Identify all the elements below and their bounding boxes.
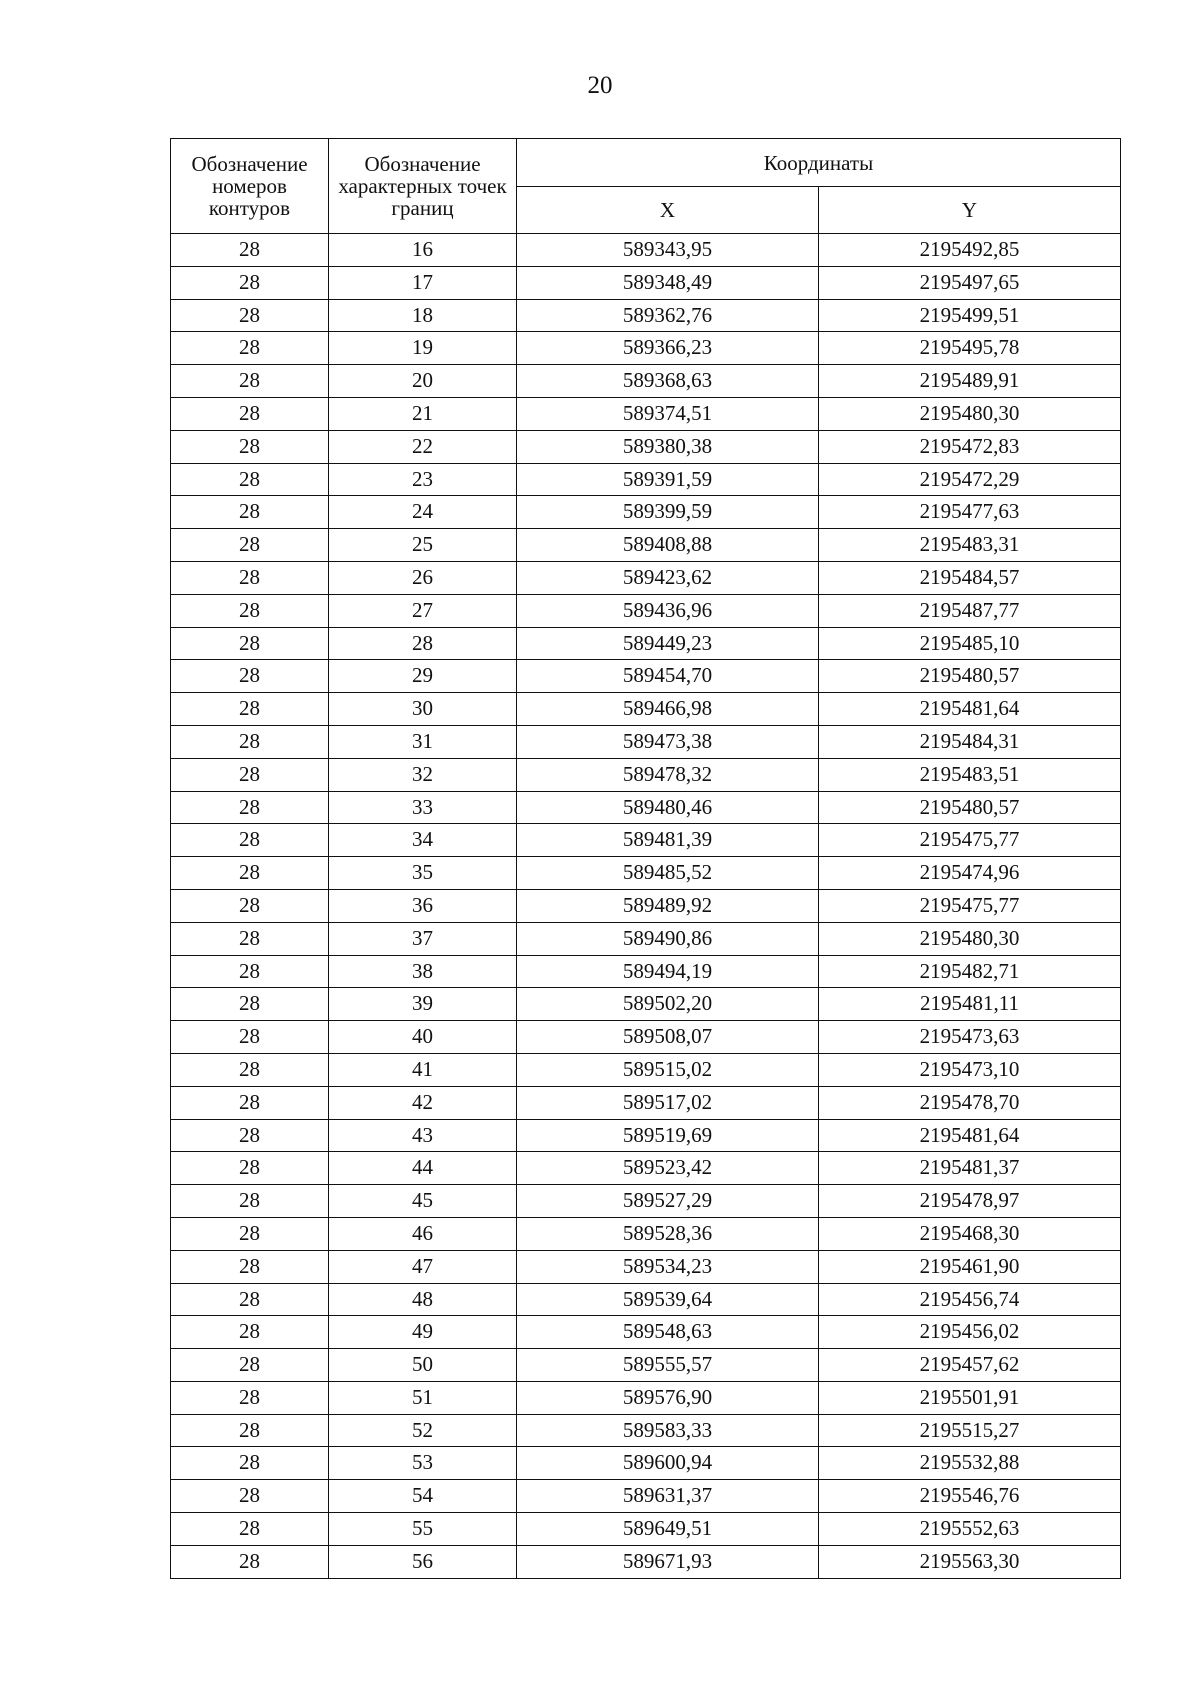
contour-number-cell: 28 bbox=[171, 496, 329, 529]
point-number-cell: 32 bbox=[329, 758, 517, 791]
table-row bbox=[171, 529, 1121, 562]
contour-number-cell: 28 bbox=[171, 1283, 329, 1316]
contour-number-cell: 28 bbox=[171, 725, 329, 758]
x-coordinate-cell: 589515,02 bbox=[517, 1053, 819, 1086]
contour-number-cell: 28 bbox=[171, 857, 329, 890]
y-coordinate-cell: 2195456,74 bbox=[819, 1283, 1121, 1316]
coordinates-table bbox=[170, 138, 1121, 1579]
contour-number-cell: 28 bbox=[171, 889, 329, 922]
y-coordinate-cell: 2195475,77 bbox=[819, 889, 1121, 922]
point-number-cell: 25 bbox=[329, 529, 517, 562]
point-number-cell: 18 bbox=[329, 299, 517, 332]
y-coordinate-cell: 2195473,63 bbox=[819, 1021, 1121, 1054]
contour-number-cell: 28 bbox=[171, 594, 329, 627]
contour-number-cell: 28 bbox=[171, 955, 329, 988]
x-coordinate-cell: 589423,62 bbox=[517, 561, 819, 594]
y-coordinate-cell: 2195481,64 bbox=[819, 1119, 1121, 1152]
contour-number-cell: 28 bbox=[171, 1119, 329, 1152]
table-row bbox=[171, 496, 1121, 529]
contour-number-cell: 28 bbox=[171, 430, 329, 463]
contour-number-cell: 28 bbox=[171, 561, 329, 594]
x-coordinate-cell: 589449,23 bbox=[517, 627, 819, 660]
point-number-cell: 27 bbox=[329, 594, 517, 627]
y-coordinate-cell: 2195546,76 bbox=[819, 1480, 1121, 1513]
y-coordinate-cell: 2195481,64 bbox=[819, 693, 1121, 726]
y-coordinate-cell: 2195473,10 bbox=[819, 1053, 1121, 1086]
x-coordinate-cell: 589517,02 bbox=[517, 1086, 819, 1119]
point-number-cell: 26 bbox=[329, 561, 517, 594]
contour-number-cell: 28 bbox=[171, 1414, 329, 1447]
x-coordinate-cell: 589368,63 bbox=[517, 365, 819, 398]
contour-number-cell: 28 bbox=[171, 791, 329, 824]
point-number-cell: 51 bbox=[329, 1381, 517, 1414]
contour-number-cell: 28 bbox=[171, 824, 329, 857]
y-coordinate-cell: 2195484,31 bbox=[819, 725, 1121, 758]
table-row bbox=[171, 922, 1121, 955]
contour-number-cell: 28 bbox=[171, 365, 329, 398]
y-coordinate-cell: 2195480,30 bbox=[819, 922, 1121, 955]
table-row bbox=[171, 627, 1121, 660]
x-coordinate-cell: 589519,69 bbox=[517, 1119, 819, 1152]
point-number-cell: 56 bbox=[329, 1545, 517, 1578]
contour-number-cell: 28 bbox=[171, 1053, 329, 1086]
x-coordinate-cell: 589362,76 bbox=[517, 299, 819, 332]
y-coordinate-cell: 2195461,90 bbox=[819, 1250, 1121, 1283]
table-row bbox=[171, 1447, 1121, 1480]
point-number-cell: 36 bbox=[329, 889, 517, 922]
table-row bbox=[171, 1119, 1121, 1152]
x-coordinate-cell: 589539,64 bbox=[517, 1283, 819, 1316]
x-coordinate-cell: 589583,33 bbox=[517, 1414, 819, 1447]
x-coordinate-cell: 589508,07 bbox=[517, 1021, 819, 1054]
x-coordinate-cell: 589374,51 bbox=[517, 397, 819, 430]
table-header bbox=[171, 139, 1121, 234]
table-row bbox=[171, 594, 1121, 627]
x-coordinate-cell: 589649,51 bbox=[517, 1513, 819, 1546]
table-row bbox=[171, 1152, 1121, 1185]
x-coordinate-cell: 589480,46 bbox=[517, 791, 819, 824]
x-coordinate-cell: 589399,59 bbox=[517, 496, 819, 529]
x-coordinate-cell: 589436,96 bbox=[517, 594, 819, 627]
contour-number-cell: 28 bbox=[171, 1381, 329, 1414]
header-contour-numbers: Обозначение номеров контуров bbox=[171, 139, 329, 234]
x-coordinate-cell: 589478,32 bbox=[517, 758, 819, 791]
x-coordinate-cell: 589391,59 bbox=[517, 463, 819, 496]
table-row bbox=[171, 1021, 1121, 1054]
point-number-cell: 47 bbox=[329, 1250, 517, 1283]
point-number-cell: 44 bbox=[329, 1152, 517, 1185]
table-row bbox=[171, 693, 1121, 726]
contour-number-cell: 28 bbox=[171, 1480, 329, 1513]
x-coordinate-cell: 589481,39 bbox=[517, 824, 819, 857]
contour-number-cell: 28 bbox=[171, 627, 329, 660]
contour-number-cell: 28 bbox=[171, 1447, 329, 1480]
y-coordinate-cell: 2195532,88 bbox=[819, 1447, 1121, 1480]
y-coordinate-cell: 2195492,85 bbox=[819, 234, 1121, 267]
point-number-cell: 17 bbox=[329, 266, 517, 299]
x-coordinate-cell: 589600,94 bbox=[517, 1447, 819, 1480]
y-coordinate-cell: 2195456,02 bbox=[819, 1316, 1121, 1349]
contour-number-cell: 28 bbox=[171, 1021, 329, 1054]
y-coordinate-cell: 2195563,30 bbox=[819, 1545, 1121, 1578]
point-number-cell: 20 bbox=[329, 365, 517, 398]
y-coordinate-cell: 2195497,65 bbox=[819, 266, 1121, 299]
point-number-cell: 41 bbox=[329, 1053, 517, 1086]
point-number-cell: 42 bbox=[329, 1086, 517, 1119]
contour-number-cell: 28 bbox=[171, 1349, 329, 1382]
point-number-cell: 21 bbox=[329, 397, 517, 430]
header-coordinates: Координаты bbox=[517, 139, 1121, 187]
y-coordinate-cell: 2195480,30 bbox=[819, 397, 1121, 430]
y-coordinate-cell: 2195485,10 bbox=[819, 627, 1121, 660]
point-number-cell: 19 bbox=[329, 332, 517, 365]
table-row bbox=[171, 758, 1121, 791]
point-number-cell: 33 bbox=[329, 791, 517, 824]
header-y: Y bbox=[819, 187, 1121, 234]
contour-number-cell: 28 bbox=[171, 1316, 329, 1349]
table-row bbox=[171, 1349, 1121, 1382]
table-row bbox=[171, 791, 1121, 824]
point-number-cell: 22 bbox=[329, 430, 517, 463]
y-coordinate-cell: 2195475,77 bbox=[819, 824, 1121, 857]
x-coordinate-cell: 589454,70 bbox=[517, 660, 819, 693]
y-coordinate-cell: 2195489,91 bbox=[819, 365, 1121, 398]
contour-number-cell: 28 bbox=[171, 332, 329, 365]
contour-number-cell: 28 bbox=[171, 758, 329, 791]
y-coordinate-cell: 2195483,31 bbox=[819, 529, 1121, 562]
x-coordinate-cell: 589366,23 bbox=[517, 332, 819, 365]
table-row bbox=[171, 299, 1121, 332]
y-coordinate-cell: 2195487,77 bbox=[819, 594, 1121, 627]
point-number-cell: 31 bbox=[329, 725, 517, 758]
table-row bbox=[171, 1217, 1121, 1250]
y-coordinate-cell: 2195474,96 bbox=[819, 857, 1121, 890]
table-row bbox=[171, 1185, 1121, 1218]
point-number-cell: 49 bbox=[329, 1316, 517, 1349]
x-coordinate-cell: 589494,19 bbox=[517, 955, 819, 988]
y-coordinate-cell: 2195481,37 bbox=[819, 1152, 1121, 1185]
contour-number-cell: 28 bbox=[171, 1545, 329, 1578]
point-number-cell: 16 bbox=[329, 234, 517, 267]
y-coordinate-cell: 2195482,71 bbox=[819, 955, 1121, 988]
point-number-cell: 24 bbox=[329, 496, 517, 529]
table-row bbox=[171, 1513, 1121, 1546]
table-row bbox=[171, 365, 1121, 398]
contour-number-cell: 28 bbox=[171, 1513, 329, 1546]
y-coordinate-cell: 2195480,57 bbox=[819, 660, 1121, 693]
table-row bbox=[171, 889, 1121, 922]
x-coordinate-cell: 589485,52 bbox=[517, 857, 819, 890]
point-number-cell: 29 bbox=[329, 660, 517, 693]
point-number-cell: 55 bbox=[329, 1513, 517, 1546]
contour-number-cell: 28 bbox=[171, 397, 329, 430]
table-row bbox=[171, 266, 1121, 299]
point-number-cell: 35 bbox=[329, 857, 517, 890]
header-boundary-points: Обозначение характерных точек границ bbox=[329, 139, 517, 234]
x-coordinate-cell: 589473,38 bbox=[517, 725, 819, 758]
y-coordinate-cell: 2195495,78 bbox=[819, 332, 1121, 365]
x-coordinate-cell: 589576,90 bbox=[517, 1381, 819, 1414]
table-row bbox=[171, 430, 1121, 463]
point-number-cell: 50 bbox=[329, 1349, 517, 1382]
table-row bbox=[171, 561, 1121, 594]
contour-number-cell: 28 bbox=[171, 529, 329, 562]
x-coordinate-cell: 589502,20 bbox=[517, 988, 819, 1021]
y-coordinate-cell: 2195480,57 bbox=[819, 791, 1121, 824]
x-coordinate-cell: 589671,93 bbox=[517, 1545, 819, 1578]
y-coordinate-cell: 2195472,29 bbox=[819, 463, 1121, 496]
y-coordinate-cell: 2195478,97 bbox=[819, 1185, 1121, 1218]
contour-number-cell: 28 bbox=[171, 234, 329, 267]
table-row bbox=[171, 463, 1121, 496]
x-coordinate-cell: 589490,86 bbox=[517, 922, 819, 955]
point-number-cell: 34 bbox=[329, 824, 517, 857]
y-coordinate-cell: 2195478,70 bbox=[819, 1086, 1121, 1119]
y-coordinate-cell: 2195457,62 bbox=[819, 1349, 1121, 1382]
point-number-cell: 43 bbox=[329, 1119, 517, 1152]
x-coordinate-cell: 589527,29 bbox=[517, 1185, 819, 1218]
table-body bbox=[171, 234, 1121, 1579]
point-number-cell: 46 bbox=[329, 1217, 517, 1250]
table-row bbox=[171, 1545, 1121, 1578]
point-number-cell: 53 bbox=[329, 1447, 517, 1480]
y-coordinate-cell: 2195477,63 bbox=[819, 496, 1121, 529]
x-coordinate-cell: 589631,37 bbox=[517, 1480, 819, 1513]
header-x: X bbox=[517, 187, 819, 234]
table-row bbox=[171, 1480, 1121, 1513]
y-coordinate-cell: 2195484,57 bbox=[819, 561, 1121, 594]
contour-number-cell: 28 bbox=[171, 1086, 329, 1119]
x-coordinate-cell: 589466,98 bbox=[517, 693, 819, 726]
contour-number-cell: 28 bbox=[171, 922, 329, 955]
table-row bbox=[171, 988, 1121, 1021]
page-number: 20 bbox=[587, 72, 613, 99]
contour-number-cell: 28 bbox=[171, 1152, 329, 1185]
point-number-cell: 37 bbox=[329, 922, 517, 955]
point-number-cell: 52 bbox=[329, 1414, 517, 1447]
contour-number-cell: 28 bbox=[171, 266, 329, 299]
point-number-cell: 54 bbox=[329, 1480, 517, 1513]
contour-number-cell: 28 bbox=[171, 1250, 329, 1283]
table-row bbox=[171, 1283, 1121, 1316]
table-row bbox=[171, 397, 1121, 430]
x-coordinate-cell: 589548,63 bbox=[517, 1316, 819, 1349]
point-number-cell: 39 bbox=[329, 988, 517, 1021]
table-row bbox=[171, 1053, 1121, 1086]
point-number-cell: 48 bbox=[329, 1283, 517, 1316]
table-row bbox=[171, 1414, 1121, 1447]
table-row bbox=[171, 1086, 1121, 1119]
x-coordinate-cell: 589523,42 bbox=[517, 1152, 819, 1185]
y-coordinate-cell: 2195499,51 bbox=[819, 299, 1121, 332]
point-number-cell: 30 bbox=[329, 693, 517, 726]
point-number-cell: 28 bbox=[329, 627, 517, 660]
table-row bbox=[171, 857, 1121, 890]
table-row bbox=[171, 1250, 1121, 1283]
table-row bbox=[171, 1381, 1121, 1414]
y-coordinate-cell: 2195552,63 bbox=[819, 1513, 1121, 1546]
x-coordinate-cell: 589408,88 bbox=[517, 529, 819, 562]
contour-number-cell: 28 bbox=[171, 1217, 329, 1250]
y-coordinate-cell: 2195468,30 bbox=[819, 1217, 1121, 1250]
contour-number-cell: 28 bbox=[171, 1185, 329, 1218]
y-coordinate-cell: 2195472,83 bbox=[819, 430, 1121, 463]
x-coordinate-cell: 589489,92 bbox=[517, 889, 819, 922]
point-number-cell: 23 bbox=[329, 463, 517, 496]
x-coordinate-cell: 589555,57 bbox=[517, 1349, 819, 1382]
x-coordinate-cell: 589534,23 bbox=[517, 1250, 819, 1283]
contour-number-cell: 28 bbox=[171, 988, 329, 1021]
table-row bbox=[171, 1316, 1121, 1349]
table-row bbox=[171, 824, 1121, 857]
point-number-cell: 38 bbox=[329, 955, 517, 988]
contour-number-cell: 28 bbox=[171, 693, 329, 726]
contour-number-cell: 28 bbox=[171, 660, 329, 693]
y-coordinate-cell: 2195501,91 bbox=[819, 1381, 1121, 1414]
x-coordinate-cell: 589343,95 bbox=[517, 234, 819, 267]
table-row bbox=[171, 234, 1121, 267]
point-number-cell: 45 bbox=[329, 1185, 517, 1218]
y-coordinate-cell: 2195515,27 bbox=[819, 1414, 1121, 1447]
y-coordinate-cell: 2195483,51 bbox=[819, 758, 1121, 791]
x-coordinate-cell: 589528,36 bbox=[517, 1217, 819, 1250]
x-coordinate-cell: 589380,38 bbox=[517, 430, 819, 463]
table-row bbox=[171, 955, 1121, 988]
x-coordinate-cell: 589348,49 bbox=[517, 266, 819, 299]
y-coordinate-cell: 2195481,11 bbox=[819, 988, 1121, 1021]
contour-number-cell: 28 bbox=[171, 463, 329, 496]
table-row bbox=[171, 332, 1121, 365]
point-number-cell: 40 bbox=[329, 1021, 517, 1054]
contour-number-cell: 28 bbox=[171, 299, 329, 332]
table-row bbox=[171, 660, 1121, 693]
table-row bbox=[171, 725, 1121, 758]
